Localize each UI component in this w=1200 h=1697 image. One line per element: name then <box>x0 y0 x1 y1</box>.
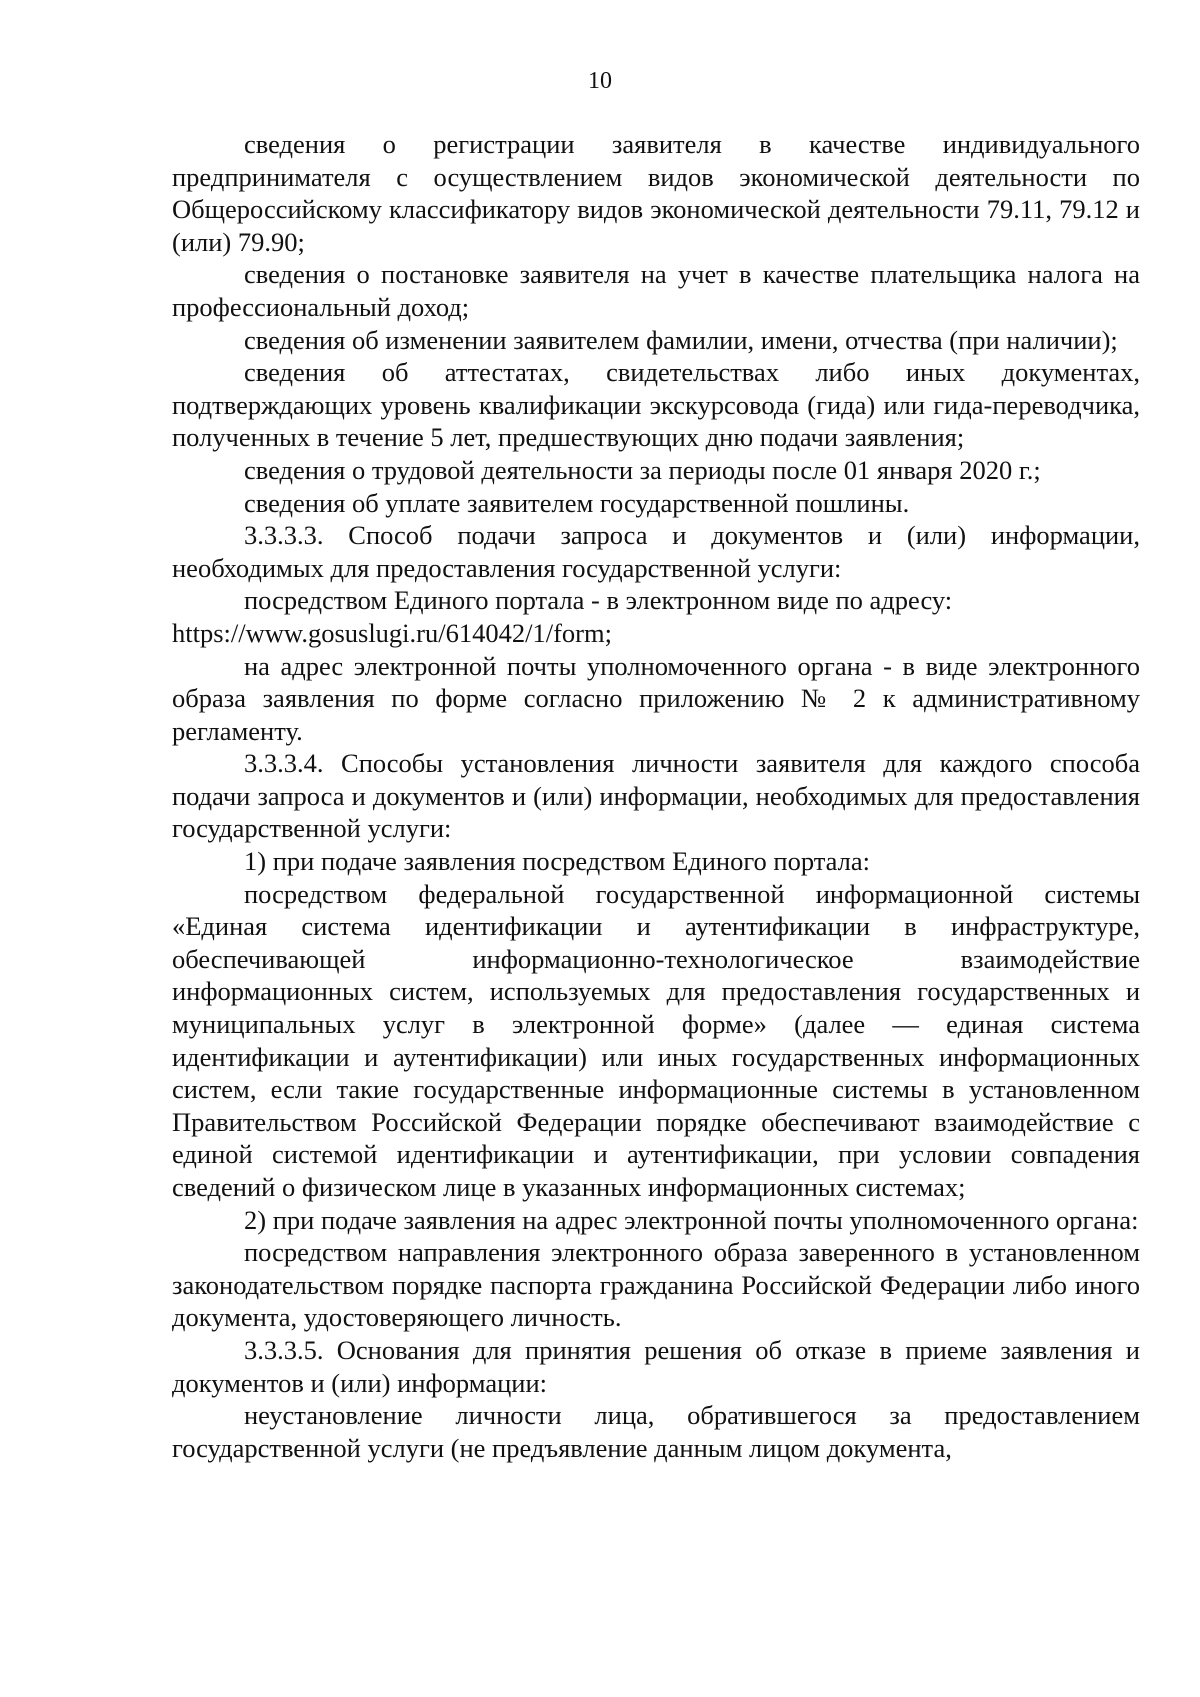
paragraph-passport-image: посредством направления электронного образа заверенного в установленном законодательством порядке паспорта гражданина Российской Федерации либо иного документа, удостоверяющего личность. <box>172 1237 1140 1333</box>
paragraph-portal-submission: посредством Единого портала - в электронном виде по адресу: <box>244 585 953 616</box>
paragraph-registration-info: сведения о регистрации заявителя в качестве индивидуального предпринимателя с осуществлением видов экономической деятельности по Общероссийскому классификатору видов экономической деятельности 79.11, 79.12 и (или) 79.90; <box>172 129 1140 257</box>
paragraph-state-fee: сведения об уплате заявителем государственной пошлины. <box>244 487 910 518</box>
paragraph-portal-url: https://www.gosuslugi.ru/614042/1/form; <box>172 617 612 648</box>
paragraph-email-submission: на адрес электронной почты уполномоченного органа - в виде электронного образа заявления по форме согласно приложению № 2 к административному регламенту. <box>172 650 1140 746</box>
paragraph-3-3-3-4: 3.3.3.4. Способы установления личности заявителя для каждого способа подачи запроса и документов и (или) информации, необходимых для предоставления государственной услуги: <box>172 748 1140 844</box>
paragraph-employment: сведения о трудовой деятельности за периоды после 01 января 2020 г.; <box>244 454 1041 485</box>
paragraph-identity-not-established: неустановление личности лица, обратившегося за предоставлением государственной услуги (не предъявление данным лицом документа, <box>172 1400 1140 1463</box>
document-body <box>172 128 1140 1464</box>
paragraph-certificates: сведения об аттестатах, свидетельствах либо иных документах, подтверждающих уровень квалификации экскурсовода (гида) или гида-переводчика, полученных в течение 5 лет, предшествующих дню подачи заявления; <box>172 357 1140 453</box>
paragraph-item-2: 2) при подаче заявления на адрес электронной почты уполномоченного органа: <box>244 1204 1139 1235</box>
paragraph-3-3-3-5: 3.3.3.5. Основания для принятия решения об отказе в приеме заявления и документов и (или) информации: <box>172 1334 1140 1398</box>
page-number: 10 <box>588 68 612 94</box>
paragraph-3-3-3-3: 3.3.3.3. Способ подачи запроса и документов и (или) информации, необходимых для предоставления государственной услуги: <box>172 520 1140 583</box>
paragraph-tax-registration: сведения о постановке заявителя на учет в качестве плательщика налога на профессиональный доход; <box>172 259 1140 322</box>
paragraph-esia: посредством федеральной государственной информационной системы «Единая система идентификации и аутентификации в инфраструктуре, обеспечивающей информационно-технологическое взаимодействие информационных систем, используемых для предоставления государственных и муниципальных услуг в электронной форме» (далее — единая система идентификации и аутентификации) или иных государственных информационных систем, если такие государственные информационные системы в установленном Правительством Российской Федерации порядке обеспечивают взаимодействие с единой системой идентификации и аутентификации, при условии совпадения сведений о физическом лице в указанных информационных системах; <box>172 878 1140 1202</box>
paragraph-item-1: 1) при подаче заявления посредством Единого портала: <box>244 846 871 877</box>
paragraph-name-change: сведения об изменении заявителем фамилии, имени, отчества (при наличии); <box>244 324 1118 355</box>
